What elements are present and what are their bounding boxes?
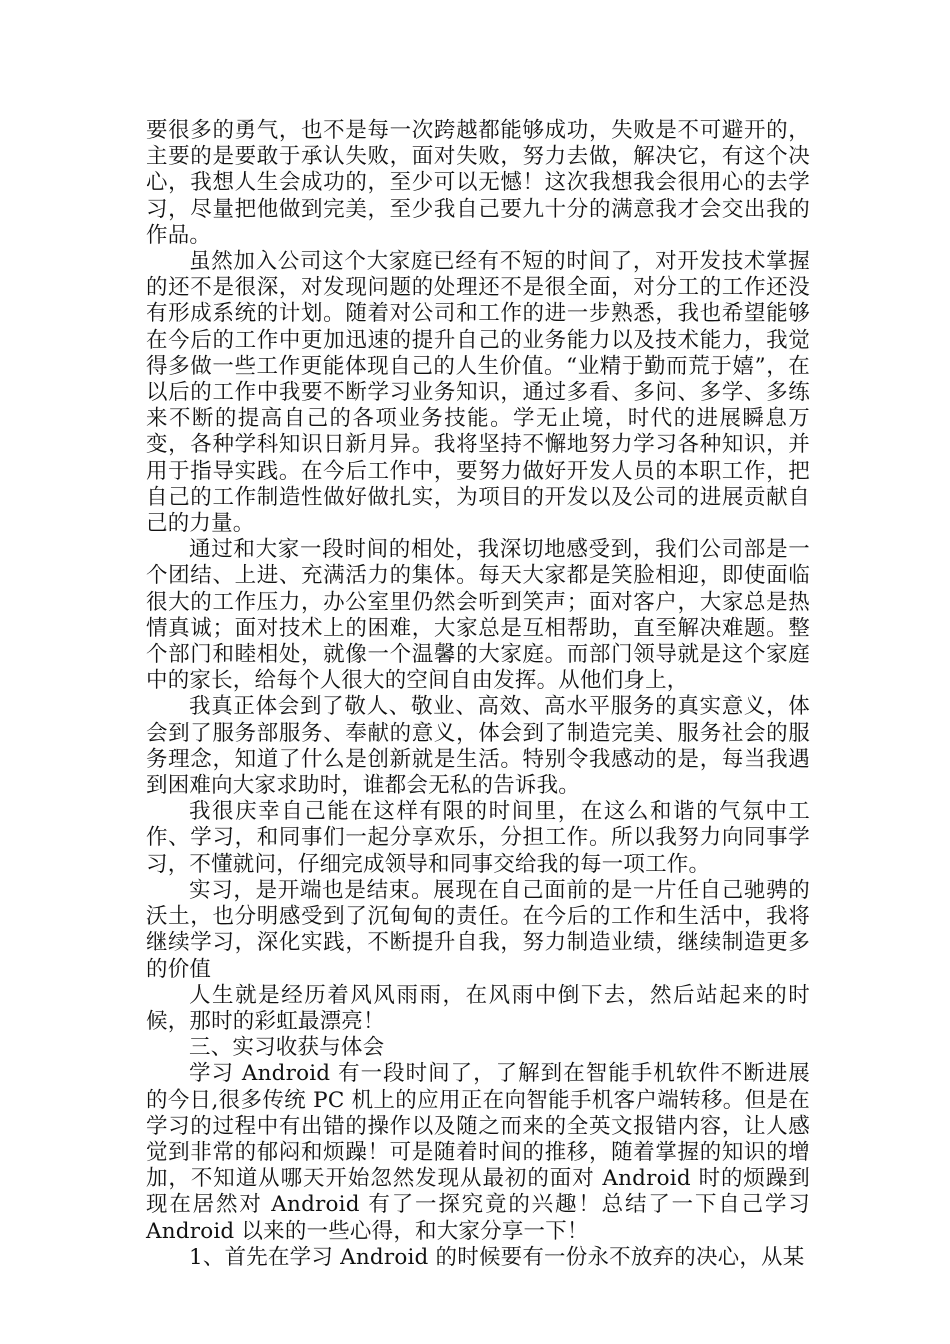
paragraph-courage-failure: 要很多的勇气，也不是每一次跨越都能够成功，失败是不可避开的，主要的是要敢于承认失败，面对失败，努力去做，解决它，有这个决心，我想人生会成功的，至少可以无憾！这次我想我会很用心的去学习，尽量把他做到完美，至少我自己要九十分的满意我才会交出我的作品。 (146, 118, 810, 248)
paragraph-company-development: 虽然加入公司这个大家庭已经有不短的时间了，对开发技术掌握的还不是很深，对发现问题的处理还不是很全面，对分工的工作还没有形成系统的计划。随着对公司和工作的进一步熟悉，我也希望能够在今后的工作中更加迅速的提升自己的业务能力以及技术能力，我觉得多做一些工作更能体现自己的人生价值。“业精于勤而荒于嬉”，在以后的工作中我要不断学习业务知识，通过多看、多问、多学、多练来不断的提高自己的各项业务技能。学无止境，时代的进展瞬息万变，各种学科知识日新月异。我将坚持不懈地努力学习各种知识，并用于指导实践。在今后工作中，要努力做好开发人员的本职工作，把自己的工作制造性做好做扎实，为项目的开发以及公司的进展贡献自己的力量。 (146, 249, 810, 537)
paragraph-internship-end: 实习，是开端也是结束。展现在自己面前的是一片任自己驰骋的沃土，也分明感受到了沉甸甸的责任。在今后的工作和生活中，我将继续学习，深化实践，不断提升自我，努力制造业绩，继续制造更多的价值 (146, 877, 810, 982)
paragraph-android-learning: 学习 Android 有一段时间了，了解到在智能手机软件不断进展的今日,很多传统 PC 机上的应用正在向智能手机客户端转移。但是在学习的过程中有出错的操作以及随之而来的全英文报错内容，让人感觉到非常的郁闷和烦躁！可是随着时间的推移，随着掌握的知识的增加，不知道从哪天开始忽然发现从最初的面对 Android 时的烦躁到现在居然对 Android 有了一探究竟的兴趣！总结了一下自己学习 Android 以来的一些心得，和大家分享一下！ (146, 1061, 810, 1244)
section-heading: 三、实习收获与体会 (189, 1035, 385, 1061)
paragraph-point-one: 1、首先在学习 Android 的时候要有一份永不放弃的决心，从某 (189, 1244, 805, 1270)
paragraph-rainbow: 人生就是经历着风风雨雨，在风雨中倒下去，然后站起来的时候，那时的彩虹最漂亮！ (146, 982, 810, 1034)
paragraph-grateful: 我很庆幸自己能在这样有限的时间里，在这么和谐的气氛中工作、学习，和同事们一起分享欢乐，分担工作。所以我努力向同事学习，不懂就问，仔细完成领导和同事交给我的每一项工作。 (146, 799, 810, 877)
paragraph-team-atmosphere: 通过和大家一段时间的相处，我深切地感受到，我们公司部是一个团结、上进、充满活力的集体。每天大家都是笑脸相迎，即使面临很大的工作压力，办公室里仍然会听到笑声；面对客户，大家总是热情真诚；面对技术上的困难，大家总是互相帮助，直至解决难题。整个部门和睦相处，就像一个温馨的大家庭。而部门领导就是这个家庭中的家长，给每个人很大的空间自由发挥。从他们身上， (146, 537, 810, 694)
paragraph-service-meaning: 我真正体会到了敬人、敬业、高效、高水平服务的真实意义，体会到了服务部服务、奉献的意义，体会到了制造完美、服务社会的服务理念，知道了什么是创新就是生活。特别令我感动的是，每当我遇到困难向大家求助时，谁都会无私的告诉我。 (146, 694, 810, 799)
document-page (146, 118, 810, 1271)
